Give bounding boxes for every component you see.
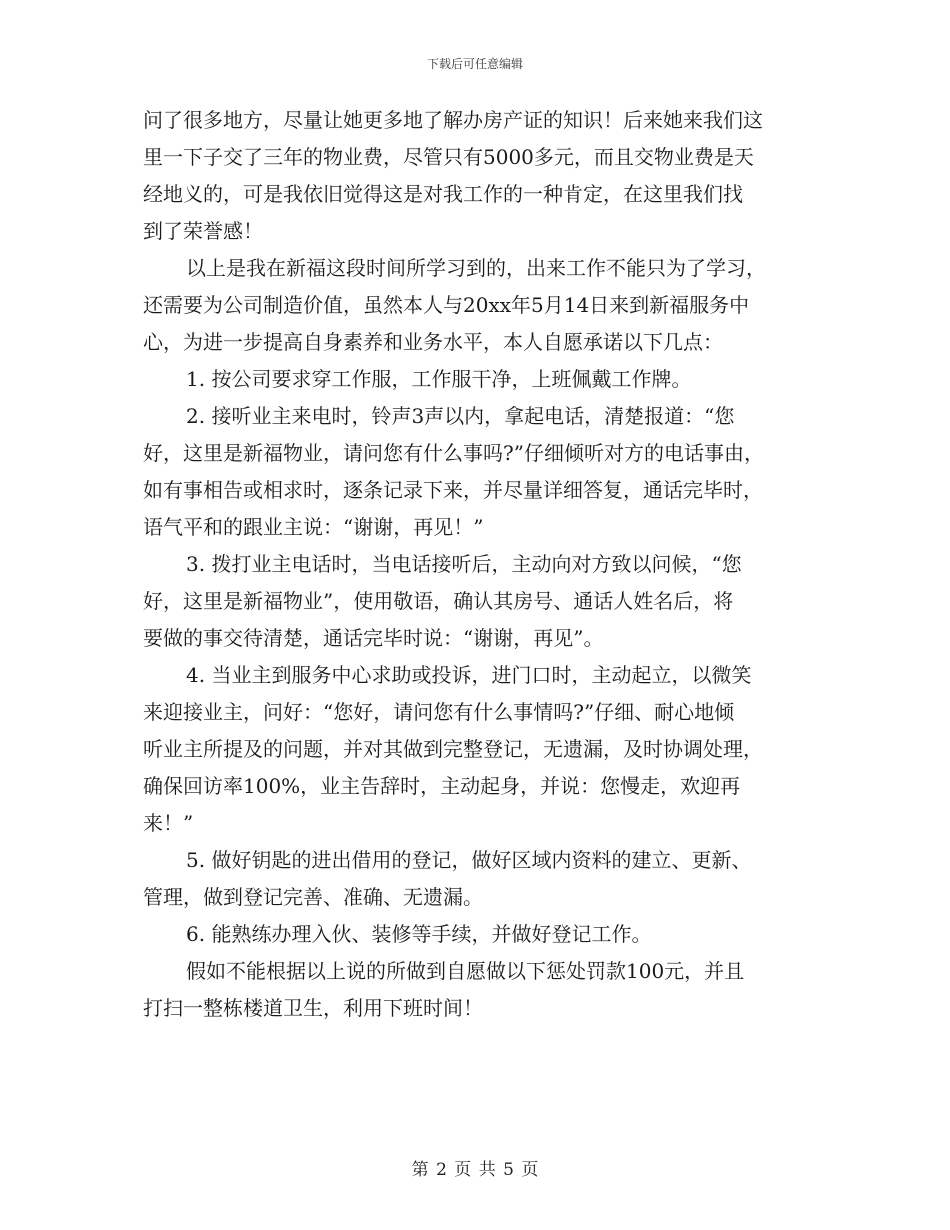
text-line: 好，这里是新福物业，请问您有什么事吗?”仔细倾听对方的电话事由， — [143, 441, 764, 465]
text-line: 来迎接业主，问好：“您好，请问您有什么事情吗?”仔细、耐心地倾 — [143, 700, 735, 724]
text-line: 心，为进一步提高自身素养和业务水平，本人自愿承诺以下几点： — [143, 330, 723, 354]
text-line: 经地义的，可是我依旧觉得这是对我工作的一种肯定，在这里我们找 — [143, 182, 743, 206]
text-line: 问了很多地方，尽量让她更多地了解办房产证的知识！后来她来我们这 — [143, 108, 763, 132]
paragraph-start-line: 假如不能根据以上说的所做到自愿做以下惩处罚款100元，并且 — [186, 959, 745, 983]
text-line: 语气平和的跟业主说：“谢谢，再见！” — [143, 515, 484, 539]
text-line: 还需要为公司制造价值，虽然本人与20xx年5月14日来到新福服务中 — [143, 293, 750, 317]
text-line: 到了荣誉感！ — [143, 219, 263, 243]
list-item-6: 6. 能熟练办理入伙、装修等手续，并做好登记工作。 — [186, 922, 652, 946]
text-line: 打扫一整栋楼道卫生，利用下班时间！ — [143, 996, 483, 1020]
list-item-4: 4. 当业主到服务中心求助或投诉，进门口时，主动起立，以微笑 — [186, 663, 752, 687]
document-body — [143, 102, 813, 1027]
text-line: 如有事相告或相求时，逐条记录下来，并尽量详细答复，通话完毕时， — [143, 478, 763, 502]
page-header-note: 下载后可任意编辑 — [426, 57, 523, 71]
list-item-1: 1. 按公司要求穿工作服，工作服干净，上班佩戴工作牌。 — [186, 367, 692, 391]
list-item-2: 2. 接听业主来电时，铃声3声以内，拿起电话，清楚报道：“您 — [186, 404, 735, 428]
text-line: 管理，做到登记完善、准确、无遗漏。 — [143, 885, 483, 909]
text-line: 要做的事交待清楚，通话完毕时说：“谢谢，再见”。 — [143, 626, 604, 650]
text-line: 里一下子交了三年的物业费，尽管只有5000多元，而且交物业费是天 — [143, 145, 754, 169]
text-line: 来！” — [143, 811, 194, 835]
text-line: 确保回访率100%，业主告辞时，主动起身，并说：您慢走，欢迎再 — [143, 774, 741, 798]
text-line: 听业主所提及的问题，并对其做到完整登记，无遗漏，及时协调处理， — [143, 737, 763, 761]
text-line: 好，这里是新福物业”，使用敬语，确认其房号、通话人姓名后，将 — [143, 589, 734, 613]
page-number: 第 2 页 共 5 页 — [411, 1160, 539, 1180]
list-item-5: 5. 做好钥匙的进出借用的登记，做好区域内资料的建立、更新、 — [186, 848, 752, 872]
paragraph-start-line: 以上是我在新福这段时间所学习到的，出来工作不能只为了学习， — [186, 256, 766, 280]
list-item-3: 3. 拨打业主电话时，当电话接听后，主动向对方致以问候，“您 — [186, 552, 742, 576]
